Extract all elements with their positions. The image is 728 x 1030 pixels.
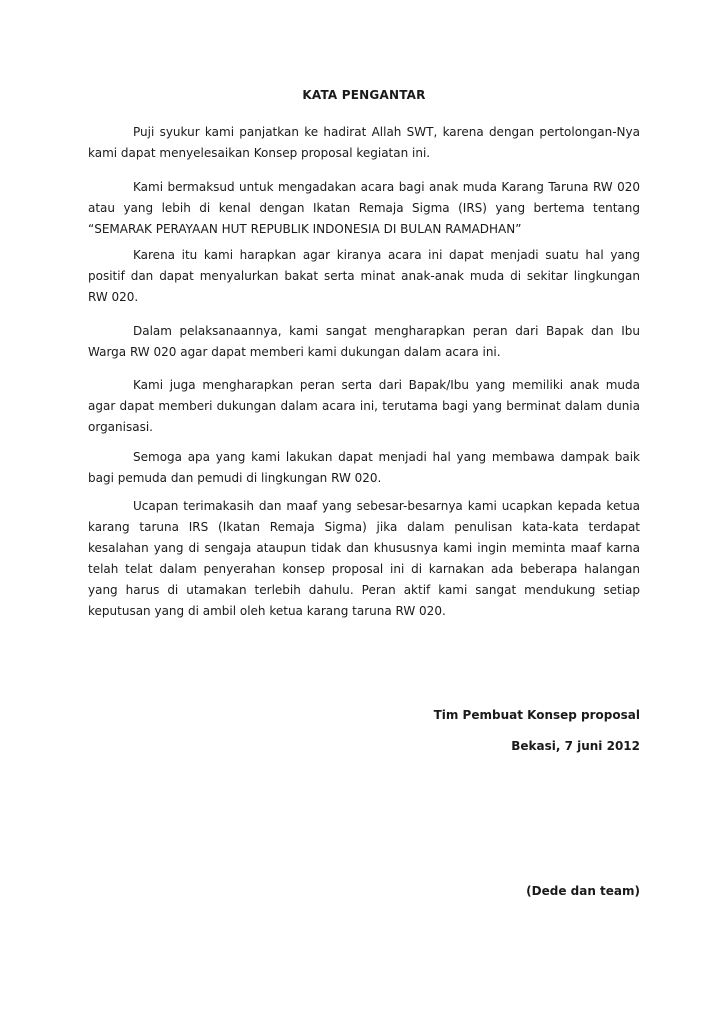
signature-team: Tim Pembuat Konsep proposal (433, 708, 640, 722)
document-title: KATA PENGANTAR (302, 88, 426, 102)
paragraph-4: Dalam pelaksanaannya, kami sangat mengharapkan peran dari Bapak dan Ibu Warga RW 020 agar dapat memberi kami dukungan dalam acara ini. (88, 324, 640, 359)
paragraph-6: Semoga apa yang kami lakukan dapat menjadi hal yang membawa dampak baik bagi pemuda dan pemudi di lingkungan RW 020. (88, 450, 640, 485)
paragraph-2: Kami bermaksud untuk mengadakan acara bagi anak muda Karang Taruna RW 020 atau yang lebih di kenal dengan Ikatan Remaja Sigma (IRS) yang bertema tentang “SEMARAK PERAYAAN HUT REPUBLIK INDONESIA DI BULAN RAMADHAN” (88, 180, 640, 236)
paragraph-5: Kami juga mengharapkan peran serta dari Bapak/Ibu yang memiliki anak muda agar dapat memberi dukungan dalam acara ini, terutama bagi yang berminat dalam dunia organisasi. (88, 378, 640, 434)
paragraph-1: Puji syukur kami panjatkan ke hadirat Allah SWT, karena dengan pertolongan-Nya kami dapat menyelesaikan Konsep proposal kegiatan ini. (88, 125, 640, 160)
paragraph-3: Karena itu kami harapkan agar kiranya acara ini dapat menjadi suatu hal yang positif dan dapat menyalurkan bakat serta minat anak-anak muda di sekitar lingkungan RW 020. (88, 248, 640, 304)
signature-name: (Dede dan team) (526, 884, 640, 898)
signature-place-date: Bekasi, 7 juni 2012 (511, 739, 640, 753)
paragraph-7: Ucapan terimakasih dan maaf yang sebesar-besarnya kami ucapkan kepada ketua karang taruna IRS (Ikatan Remaja Sigma) jika dalam penulisan kata-kata terdapat kesalahan yang di sengaja ataupun tidak dan khususnya kami ingin meminta maaf karna telah telat dalam penyerahan konsep proposal ini di karnakan ada beberapa halangan yang harus di utamakan terlebih dahulu. Peran aktif kami sangat mendukung setiap keputusan yang di ambil oleh ketua karang taruna RW 020. (88, 499, 640, 618)
